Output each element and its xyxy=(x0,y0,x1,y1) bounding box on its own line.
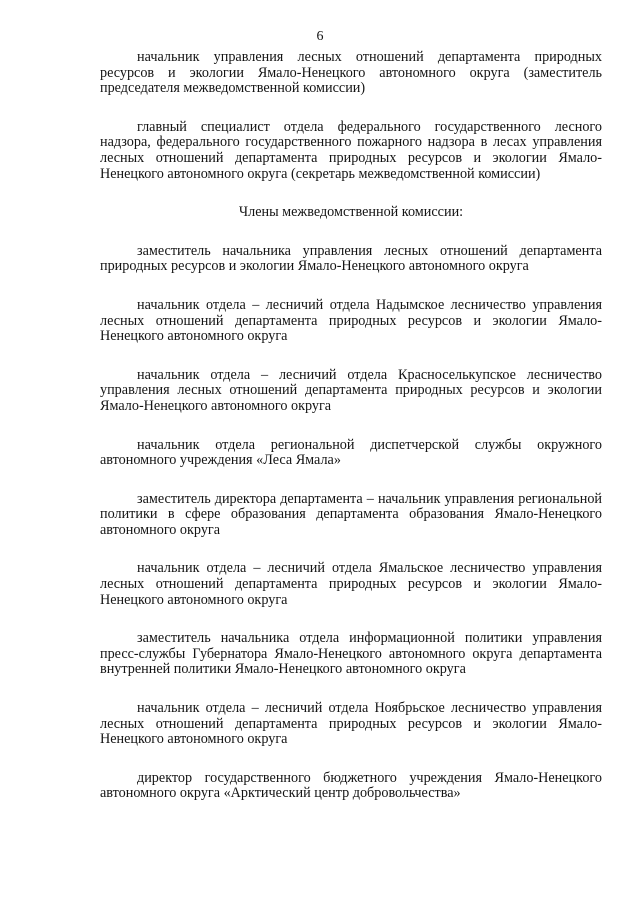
paragraph-secretary: главный специалист отдела федерального государственного лесного надзора, федерального государственного пожарного надзора в лесах управления лесных отношений департамента природных ресурсов и экологии Ямало-Ненецкого автономного округа (секретарь межведомственной комиссии) xyxy=(100,118,602,182)
member-item: заместитель начальника отдела информационной политики управления пресс-службы Губернатора Ямало-Ненецкого автономного округа департамента внутренней политики Ямало-Ненецкого автономного округа xyxy=(100,630,602,678)
member-item: заместитель директора департамента – начальник управления региональной политики в сфере образования департамента образования Ямало-Ненецкого автономного округа xyxy=(100,490,602,538)
member-item: начальник отдела – лесничий отдела Красноселькупское лесничество управления лесных отношений департамента природных ресурсов и экологии Ямало-Ненецкого автономного округа xyxy=(100,366,602,414)
members-heading: Члены межведомственной комиссии: xyxy=(238,204,464,221)
member-item: начальник отдела – лесничий отдела Ямальское лесничество управления лесных отношений департамента природных ресурсов и экологии Ямало-Ненецкого автономного округа xyxy=(100,560,602,608)
member-item: начальник отдела – лесничий отдела Ноябрьское лесничество управления лесных отношений департамента природных ресурсов и экологии Ямало-Ненецкого автономного округа xyxy=(100,700,602,748)
member-item: начальник отдела – лесничий отдела Надымское лесничество управления лесных отношений департамента природных ресурсов и экологии Ямало-Ненецкого автономного округа xyxy=(100,296,602,345)
page-number: 6 xyxy=(316,29,324,44)
document-body xyxy=(100,50,602,825)
member-item: директор государственного бюджетного учреждения Ямало-Ненецкого автономного округа «Арктический центр добровольчества» xyxy=(100,769,602,802)
paragraph-deputy-chair: начальник управления лесных отношений департамента природных ресурсов и экологии Ямало-Ненецкого автономного округа (заместитель председателя межведомственной комиссии) xyxy=(100,49,602,97)
member-item: начальник отдела региональной диспетчерской службы окружного автономного учреждения «Леса Ямала» xyxy=(100,436,602,469)
member-item: заместитель начальника управления лесных отношений департамента природных ресурсов и экологии Ямало-Ненецкого автономного округа xyxy=(100,242,602,275)
